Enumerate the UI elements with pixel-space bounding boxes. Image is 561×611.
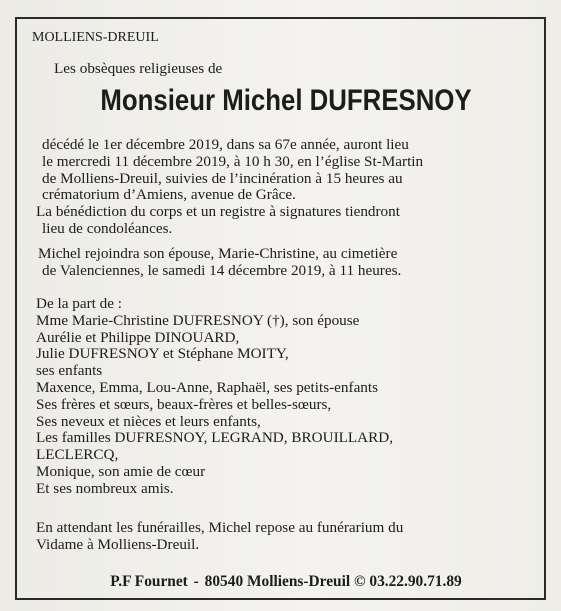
paragraph-line: le mercredi 11 décembre 2019, à 10 h 30, en l’église St-Martin bbox=[42, 152, 424, 170]
funeral-home-phone: 03.22.90.71.89 bbox=[369, 573, 462, 590]
paragraph-line: de Valenciennes, le samedi 14 décembre 2019, à 11 heures. bbox=[42, 261, 402, 279]
paragraph-line: décédé le 1er décembre 2019, dans sa 67e année, auront lieu bbox=[42, 136, 409, 153]
notice-intro: Les obsèques religieuses de bbox=[54, 60, 223, 77]
ceremony-paragraph bbox=[36, 136, 542, 238]
funeral-home-footer bbox=[32, 573, 540, 591]
burial-paragraph bbox=[38, 245, 542, 280]
family-item: Maxence, Emma, Lou-Anne, Raphaël, ses petits-enfants bbox=[36, 378, 379, 396]
family-item: Mme Marie-Christine DUFRESNOY (†), son épouse bbox=[36, 311, 360, 329]
paragraph-line: crématorium d’Amiens, avenue de Grâce. bbox=[42, 186, 296, 204]
family-item: Julie DUFRESNOY et Stéphane MOITY, bbox=[36, 345, 289, 363]
paragraph-line: lieu de condoléances. bbox=[42, 219, 173, 237]
funeral-home-name: P.F Fournet bbox=[110, 573, 188, 590]
family-item: Les familles DUFRESNOY, LEGRAND, BROUILLARD, bbox=[36, 429, 394, 447]
family-list bbox=[36, 295, 542, 498]
family-item: Et ses nombreux amis. bbox=[36, 479, 174, 497]
notice-place: MOLLIENS-DREUIL bbox=[32, 30, 159, 45]
paragraph-line: Vidame à Molliens-Dreuil. bbox=[36, 535, 200, 553]
deceased-name: Monsieur Michel DUFRESNOY bbox=[100, 84, 472, 117]
phone-icon: © bbox=[354, 573, 366, 590]
paragraph-line: de Molliens-Dreuil, suivies de l’incinération à 15 heures au bbox=[42, 169, 403, 187]
family-header: De la part de : bbox=[36, 295, 123, 312]
paragraph-line: La bénédiction du corps et un registre à signatures tiendront bbox=[36, 203, 400, 221]
funeral-home-address: 80540 Molliens-Dreuil bbox=[204, 573, 351, 590]
paragraph-line: En attendant les funérailles, Michel repose au funérarium du bbox=[36, 519, 404, 536]
footer-separator: - bbox=[193, 573, 199, 590]
family-item: Ses neveux et nièces et leurs enfants, bbox=[36, 412, 261, 430]
family-item: Ses frères et sœurs, beaux-frères et belles-sœurs, bbox=[36, 395, 332, 413]
family-item: ses enfants bbox=[36, 362, 103, 380]
paragraph-line: Michel rejoindra son épouse, Marie-Christine, au cimetière bbox=[38, 245, 398, 262]
family-item: Aurélie et Philippe DINOUARD, bbox=[36, 328, 240, 346]
repose-paragraph bbox=[36, 519, 542, 554]
family-item: LECLERCQ, bbox=[36, 446, 119, 464]
family-item: Monique, son amie de cœur bbox=[36, 462, 206, 480]
